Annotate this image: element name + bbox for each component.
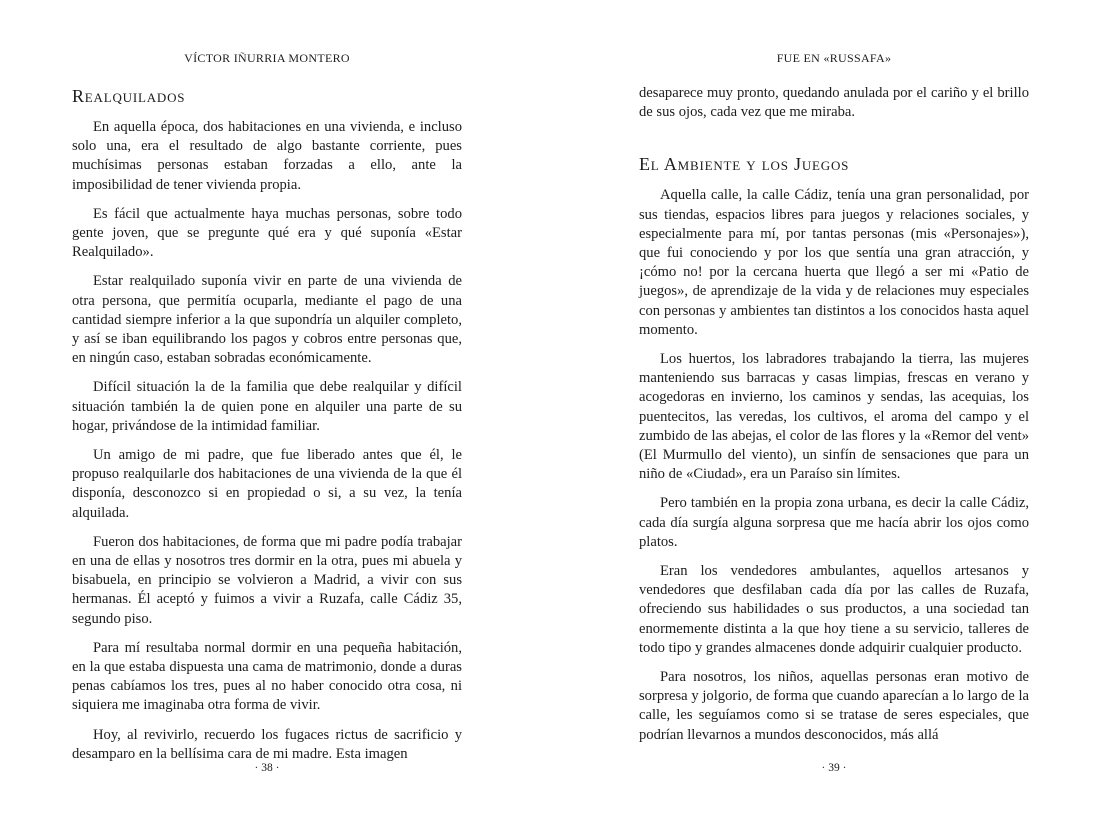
left-text-block <box>72 84 462 774</box>
paragraph: Aquella calle, la calle Cádiz, tenía una gran personalidad, por sus tiendas, espacios libres para juegos y relaciones sociales, y especialmente para mí, por tantas personas (mis «Personajes»), que fui conociendo y por los que sentía una gran atracción, y ¡cómo no! por la cercana huerta que llegó a ser mi «Patio de juegos», de aprendizaje de la vida y de relaciones muy especiales con personas y ambientes tan distintos a los conocidos hasta aquel momento. <box>639 187 1029 338</box>
running-head-author: VÍCTOR IÑURRIA MONTERO <box>184 51 350 65</box>
right-page <box>550 0 1100 816</box>
section-title-realquilados: Realquilados <box>72 86 186 106</box>
paragraph: Fueron dos habitaciones, de forma que mi padre podía trabajar en una de ellas y nosotros tres dormir en la otra, pues mi abuela y bisabuela, en principio se volvieron a Madrid, a vivir con sus hermanas. Él aceptó y fuimos a vivir a Ruzafa, calle Cádiz 35, segundo piso. <box>72 533 462 627</box>
running-head-title: FUE EN «RUSSAFA» <box>776 51 892 65</box>
paragraph: Difícil situación la de la familia que debe realquilar y difícil situación también la de quien pone en alquiler una parte de su hogar, privándose de la intimidad familiar. <box>72 379 462 434</box>
page-number-left: · 38 · <box>254 762 280 774</box>
page-number-right: · 39 · <box>821 762 847 774</box>
right-text-block <box>639 84 1029 755</box>
paragraph: Es fácil que actualmente haya muchas personas, sobre todo gente joven, que se pregunte qué era y qué suponía «Estar Realquilado». <box>72 205 462 261</box>
continuation-paragraph: desaparece muy pronto, quedando anulada por el cariño y el brillo de sus ojos, cada vez que me miraba. <box>639 85 1029 121</box>
paragraph: Pero también en la propia zona urbana, es decir la calle Cádiz, cada día surgía alguna sorpresa que me hacía abrir los ojos como platos. <box>639 495 1029 550</box>
paragraph: En aquella época, dos habitaciones en una vivienda, e incluso solo una, era el resultado de algo bastante corriente, pues muchísimas personas estaban forzadas a ello, ante la imposibilidad de tener vivienda propia. <box>72 119 462 193</box>
paragraph: Eran los vendedores ambulantes, aquellos artesanos y vendedores que desfilaban cada día por las calles de Ruzafa, ofreciendo sus habilidades o sus productos, a una sociedad tan enormemente distinta a la que hoy tiene a su servicio, talleres de todo tipo y grandes almacenes donde adquirir cualquier producto. <box>639 563 1029 656</box>
paragraph: Estar realquilado suponía vivir en parte de una vivienda de otra persona, que permitía ocuparla, mediante el pago de una cantidad siempre inferior a la que supondría un alquiler completo, y así se iban equilibrando los pagos y cobros entre personas que, en ningún caso, estaban sobradas económicamente. <box>72 273 462 367</box>
paragraph: Los huertos, los labradores trabajando la tierra, las mujeres manteniendo sus barracas y casas limpias, frescas en verano y acogedoras en invierno, los caminos y sendas, las acequias, los puentecitos, las veredas, los cultivos, el aroma del campo y el zumbido de las abejas, el color de las flores y la «Remor del vent» (El Murmullo del viento), un sinfín de sensaciones que para un niño de «Ciudad», era un Paraíso sin límites. <box>639 351 1029 483</box>
paragraph: Para nosotros, los niños, aquellas personas eran motivo de sorpresa y jolgorio, de forma que cuando aparecían a lo largo de la calle, les seguíamos como si se tratase de seres especiales, que podrían llevarnos a mundos desconocidos, más allá <box>639 669 1029 743</box>
paragraph: Hoy, al revivirlo, recuerdo los fugaces rictus de sacrificio y desamparo en la bellísima cara de mi madre. Esta imagen <box>72 726 462 762</box>
section-title-ambiente: El Ambiente y los Juegos <box>639 154 850 175</box>
paragraph: Para mí resultaba normal dormir en una pequeña habitación, en la que estaba dispuesta una cama de matrimonio, donde a duras penas cabíamos los tres, pues al no haber conocido otra cosa, ni siquiera me imaginaba otra forma de vivir. <box>72 639 462 714</box>
paragraph: Un amigo de mi padre, que fue liberado antes que él, le propuso realquilarle dos habitaciones de una vivienda de la que él disponía, desconozco si en propiedad o si, a su vez, la tenía alquilada. <box>72 447 462 521</box>
